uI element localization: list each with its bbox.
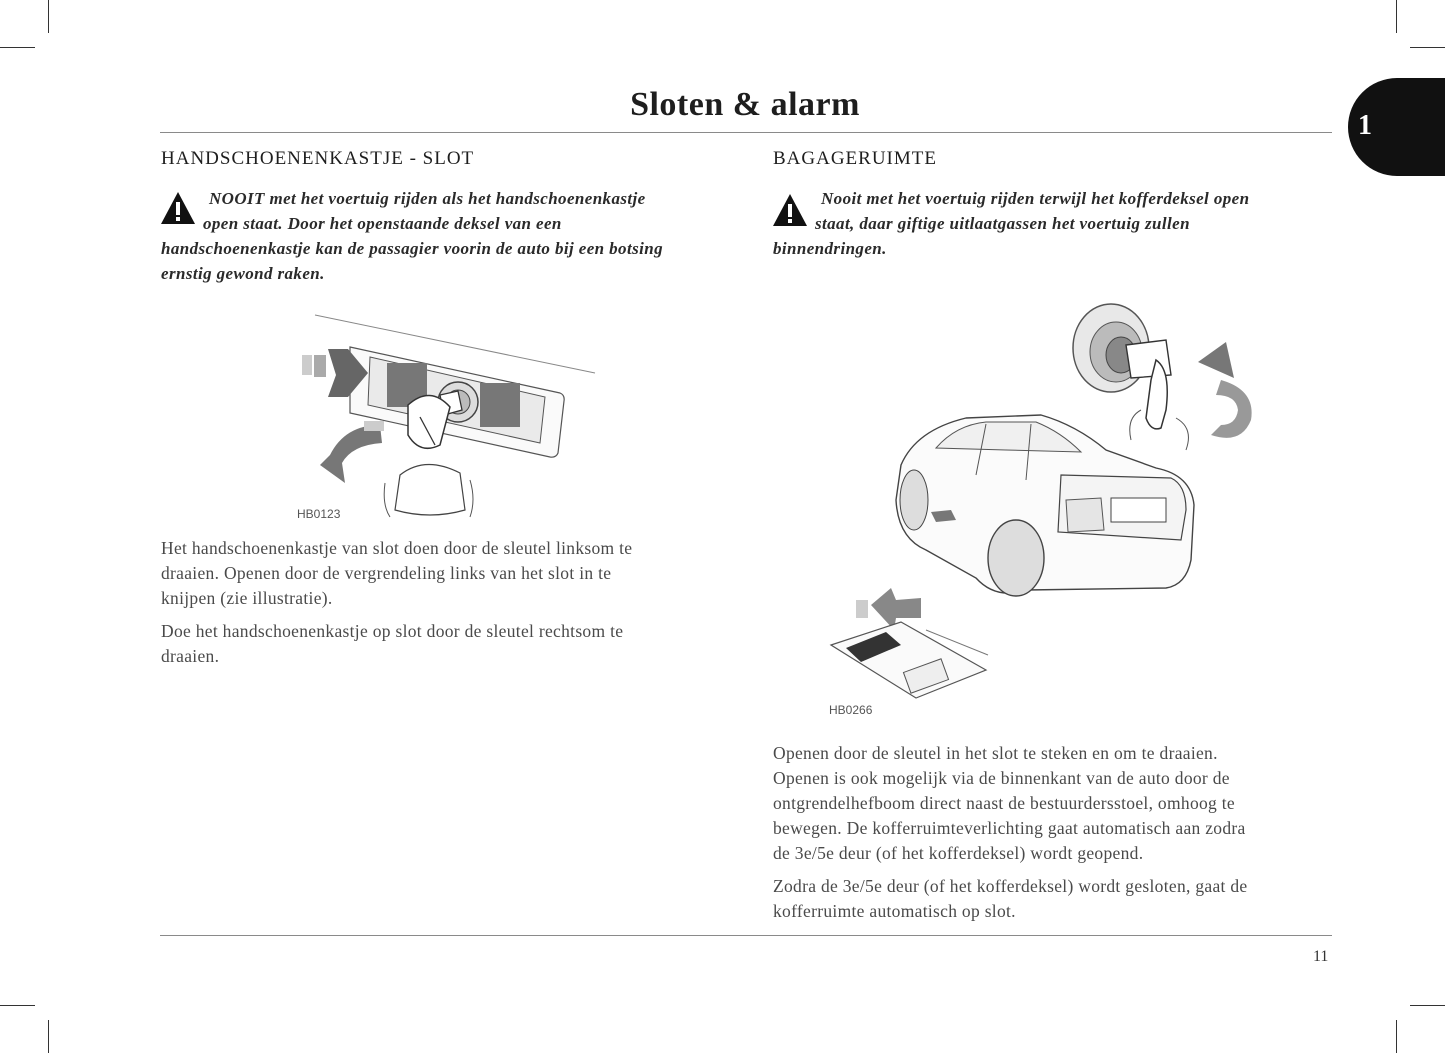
text-line: draaien. Openen door de vergrendeling links van het slot in te: [161, 563, 612, 583]
paragraph: [161, 536, 741, 611]
warning-line: staat, daar giftige uitlaatgassen het voertuig zullen: [815, 214, 1190, 233]
warning-line: handschoenenkastje kan de passagier voorin de auto bij een botsing: [161, 239, 663, 258]
body-text-trunk: [773, 741, 1343, 932]
warning-line: ernstig gewond raken.: [161, 264, 325, 283]
body-text-glovebox: [161, 536, 741, 677]
paragraph: [773, 741, 1343, 866]
warning-line: open staat. Door het openstaande deksel van een: [203, 214, 562, 233]
footer-rule: [160, 935, 1332, 936]
paragraph: [161, 619, 741, 669]
crop-mark: [48, 1020, 49, 1053]
text-line: knijpen (zie illustratie).: [161, 588, 333, 608]
rotate-arrow: [320, 421, 384, 483]
header-rule: [160, 132, 1332, 133]
warning-line: Nooit met het voertuig rijden terwijl het kofferdeksel open: [821, 189, 1250, 208]
crop-mark: [0, 47, 35, 48]
crop-mark: [1396, 1020, 1397, 1053]
figure-code-trunk: HB0266: [829, 703, 873, 717]
crop-mark: [1410, 1005, 1445, 1006]
crop-mark: [0, 1005, 35, 1006]
rotate-arrow: [1198, 342, 1252, 438]
crop-mark: [48, 0, 49, 33]
figure-code-glovebox: HB0123: [297, 507, 341, 521]
page-number: 11: [1313, 948, 1329, 965]
text-line: de 3e/5e deur (of het kofferdeksel) wordt geopend.: [773, 843, 1144, 863]
chapter-number: 1: [1358, 110, 1372, 141]
warning-line: NOOIT met het voertuig rijden als het handschoenenkastje: [209, 189, 646, 208]
warning-trunk: [773, 186, 1343, 261]
text-line: draaien.: [161, 646, 220, 666]
crop-mark: [1410, 47, 1445, 48]
text-line: Openen is ook mogelijk via de binnenkant van de auto door de: [773, 768, 1230, 788]
glovebox-lock-illustration: [290, 305, 610, 520]
text-line: Het handschoenenkastje van slot doen door de sleutel linksom te: [161, 538, 633, 558]
push-arrow: [856, 588, 921, 630]
warning-line: binnendringen.: [773, 239, 887, 258]
text-line: Doe het handschoenenkastje op slot door de sleutel rechtsom te: [161, 621, 624, 641]
text-line: bewegen. De kofferruimteverlichting gaat automatisch aan zodra: [773, 818, 1246, 838]
warning-glovebox: [161, 186, 731, 286]
section-heading-glovebox: HANDSCHOENENKASTJE - SLOT: [161, 148, 475, 169]
trunk-lock-illustration: [826, 300, 1276, 720]
crop-mark: [1396, 0, 1397, 33]
text-line: kofferruimte automatisch op slot.: [773, 901, 1016, 921]
text-line: Openen door de sleutel in het slot te steken en om te draaien.: [773, 743, 1218, 763]
text-line: ontgrendelhefboom direct naast de bestuurdersstoel, omhoog te: [773, 793, 1235, 813]
text-line: Zodra de 3e/5e deur (of het kofferdeksel) wordt gesloten, gaat de: [773, 876, 1248, 896]
page-title: Sloten & alarm: [630, 86, 860, 123]
section-heading-trunk: BAGAGERUIMTE: [773, 148, 937, 169]
paragraph: [773, 874, 1343, 924]
